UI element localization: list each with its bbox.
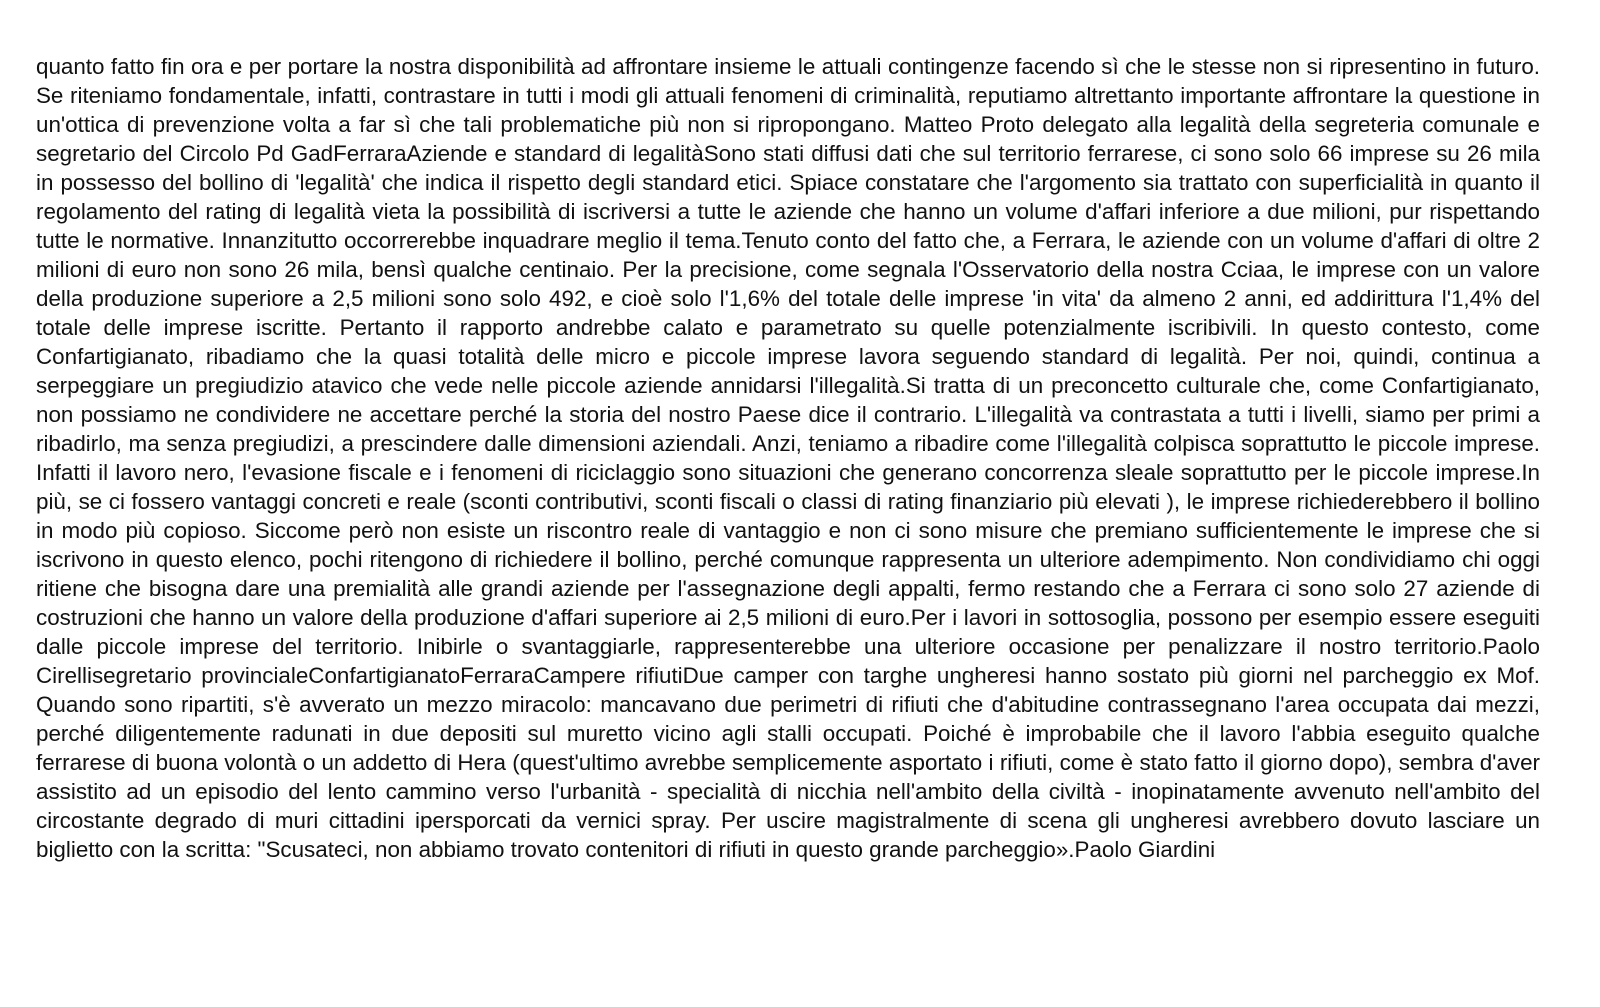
article-text: quanto fatto fin ora e per portare la nostra disponibilità ad affrontare insieme le attuali contingenze facendo sì che le stesse non si ripresentino in futuro. Se riteniamo fondamentale, infatti, contrastare in tutti i modi gli attuali fenomeni di criminalità, reputiamo altrettanto importante affrontare la questione in un'ottica di prevenzione volta a far sì che tali problematiche più non si ripropongano. Matteo Proto delegato alla legalità della segreteria comunale e segretario del Circolo Pd GadFerraraAziende e standard di legalitàSono stati diffusi dati che sul territorio ferrarese, ci sono solo 66 imprese su 26 mila in possesso del bollino di 'legalità' che indica il rispetto degli standard etici. Spiace constatare che l'argomento sia trattato con superficialità in quanto il regolamento del rating di legalità vieta la possibilità di iscriversi a tutte le aziende che hanno un volume d'affari inferiore a due milioni, pur rispettando tutte le normative. Innanzitutto occorrerebbe inquadrare meglio il tema.Tenuto conto del fatto che, a Ferrara, le aziende con un volume d'affari di oltre 2 milioni di euro non sono 26 mila, bensì qualche centinaio. Per la precisione, come segnala l'Osservatorio della nostra Cciaa, le imprese con un valore della produzione superiore a 2,5 milioni sono solo 492, e cioè solo l'1,6% del totale delle imprese 'in vita' da almeno 2 anni, ed addirittura l'1,4% del totale delle imprese iscritte. Pertanto il rapporto andrebbe calato e parametrato su quelle potenzialmente iscribivili. In questo contesto, come Confartigianato, ribadiamo che la quasi totalità delle micro e piccole imprese lavora seguendo standard di legalità. Per noi, quindi, continua a serpeggiare un pregiudizio atavico che vede nelle piccole aziende annidarsi l'illegalità.Si tratta di un preconcetto culturale che, come Confartigianato, non possiamo ne condividere ne accettare perché la storia del nostro Paese dice il contrario. L'illegalità va contrastata a tutti i livelli, siamo per primi a ribadirlo, ma senza pregiudizi, a prescindere dalle dimensioni aziendali. Anzi, teniamo a ribadire come l'illegalità colpisca soprattutto le piccole imprese. Infatti il lavoro nero, l'evasione fiscale e i fenomeni di riciclaggio sono situazioni che generano concorrenza sleale soprattutto per le piccole imprese.In più, se ci fossero vantaggi concreti e reale (sconti contributivi, sconti fiscali o classi di rating finanziario più elevati ), le imprese richiederebbero il bollino in modo più copioso. Siccome però non esiste un riscontro reale di vantaggio e non ci sono misure che premiano sufficientemente le imprese che si iscrivono in questo elenco, pochi ritengono di richiedere il bollino, perché comunque rappresenta un ulteriore adempimento. Non condividiamo chi oggi ritiene che bisogna dare una premialità alle grandi aziende per l'assegnazione degli appalti, fermo restando che a Ferrara ci sono solo 27 aziende di costruzioni che hanno un valore della produzione d'affari superiore ai 2,5 milioni di euro.Per i lavori in sottosoglia, possono per esempio essere eseguiti dalle piccole imprese del territorio. Inibirle o svantaggiarle, rappresenterebbe una ulteriore occasione per penalizzare il nostro territorio.Paolo Cirellisegretario provincialeConfartigianatoFerraraCampere rifiutiDue camper con targhe ungheresi hanno sostato più giorni nel parcheggio ex Mof. Quando sono ripartiti, s'è avverato un mezzo miracolo: mancavano due perimetri di rifiuti che d'abitudine contrassegnano l'area occupata dai mezzi, perché diligentemente radunati in due depositi sul muretto vicino agli stalli occupati. Poiché è improbabile che il lavoro l'abbia eseguito qualche ferrarese di buona volontà o un addetto di Hera (quest'ultimo avrebbe semplicemente asportato i rifiuti, come è stato fatto il giorno dopo), sembra d'aver assistito ad un episodio del lento cammino verso l'urbanità - specialità di nicchia nell'ambito della civiltà - inopinatamente avvenuto nell'ambito del circostante degrado di muri cittadini ipersporcati da vernici spray. Per uscire magistralmente di scena gli ungheresi avrebbero dovuto lasciare un biglietto con la scritta: "Scusateci, non abbiamo trovato contenitori di rifiuti in questo grande parcheggio».Paolo Giardini	[36, 54, 1540, 862]
document-page	[36, 52, 1540, 992]
